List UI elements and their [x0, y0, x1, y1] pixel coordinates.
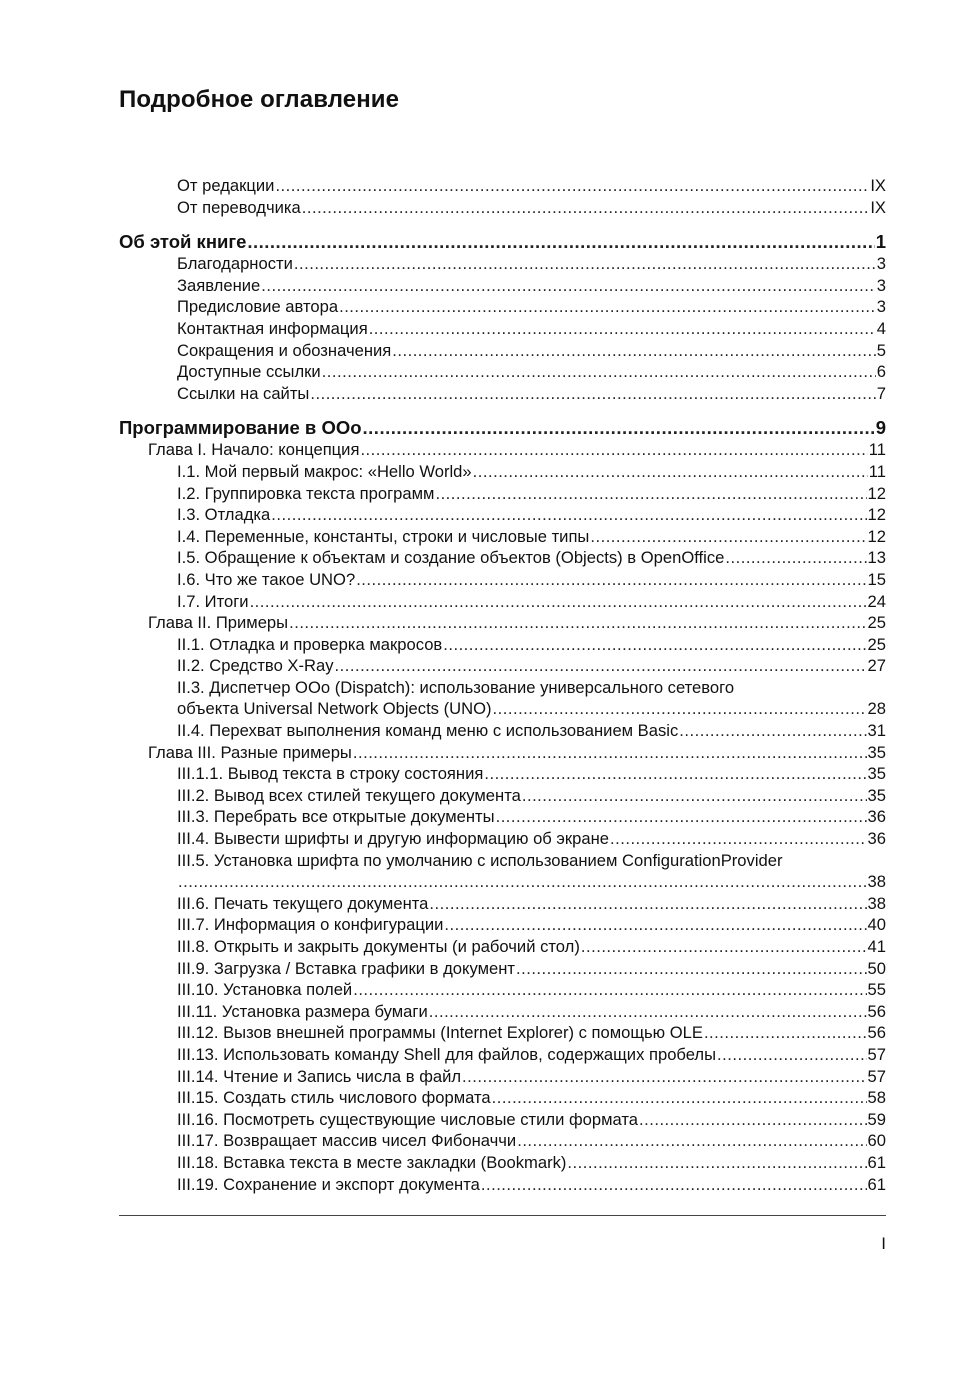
toc-page-number: 12 — [867, 526, 886, 546]
toc-page-number: 56 — [867, 1001, 886, 1021]
toc-entry-row — [177, 763, 886, 785]
toc-entry[interactable] — [119, 175, 886, 197]
toc-page-number: 9 — [875, 417, 886, 439]
toc-entry-row — [177, 871, 886, 893]
toc-entry[interactable] — [119, 1087, 886, 1109]
dot-leader — [610, 828, 867, 850]
toc-page-number: 11 — [868, 440, 886, 460]
toc-entry[interactable] — [119, 914, 886, 936]
toc-entry-title: От редакции — [177, 176, 275, 195]
toc-page-number: 1 — [875, 231, 886, 253]
toc-entry[interactable] — [119, 1044, 886, 1066]
toc-entry-title: III.19. Сохранение и экспорт документа — [177, 1174, 480, 1194]
toc-entry[interactable] — [119, 850, 886, 893]
toc-entry-title: Программирование в OOo — [119, 417, 362, 439]
toc-entry-title: III.12. Вызов внешней программы (Internet Explorer) с помощью OLE — [177, 1023, 703, 1043]
toc-entry-row — [177, 318, 886, 340]
toc-entry-title: III.10. Установка полей — [177, 980, 353, 1000]
page-number: I — [881, 1234, 886, 1253]
toc-chapter[interactable] — [119, 439, 886, 461]
toc-page-number: 36 — [867, 807, 886, 827]
toc-entry-title: III.16. Посмотреть существующие числовые стили формата — [177, 1109, 638, 1129]
toc-entry-row — [177, 1001, 886, 1023]
toc-entry-row — [177, 1130, 886, 1152]
toc-entry[interactable] — [119, 936, 886, 958]
toc-entry[interactable] — [119, 720, 886, 742]
toc-entry[interactable] — [119, 655, 886, 677]
toc-page-number: 3 — [876, 254, 886, 274]
dot-leader — [339, 296, 876, 318]
toc-entry-title: II.2. Средство X-Ray — [177, 656, 334, 676]
toc-page-number: 58 — [867, 1088, 886, 1108]
toc-entry-row — [177, 1087, 886, 1109]
toc-entry[interactable] — [119, 318, 886, 340]
toc-page-number: 36 — [867, 829, 886, 849]
toc-entry-title: Заявление — [177, 275, 261, 295]
toc-entry[interactable] — [119, 461, 886, 483]
dot-leader — [639, 1109, 867, 1131]
dot-leader — [275, 175, 869, 197]
toc-entry-title: III.7. Информация о конфигурации — [177, 915, 444, 935]
toc-page-number: 60 — [867, 1131, 886, 1151]
toc-entry-row — [177, 806, 886, 828]
toc-entry-title: I.6. Что же такое UNO? — [177, 569, 356, 589]
table-of-contents — [119, 175, 886, 1195]
toc-page-number: 61 — [867, 1174, 886, 1194]
toc-page-number: 24 — [867, 591, 886, 611]
dot-leader — [429, 1001, 867, 1023]
toc-entry[interactable] — [119, 383, 886, 405]
toc-page-number: 57 — [867, 1044, 886, 1064]
toc-entry-row — [177, 1022, 886, 1044]
toc-entry-title: III.15. Создать стиль числового формата — [177, 1088, 491, 1108]
toc-entry-title: Доступные ссылки — [177, 362, 321, 382]
toc-entry-title: I.5. Обращение к объектам и создание объектов (Objects) в OpenOffice — [177, 548, 725, 568]
dot-leader — [363, 416, 875, 439]
dot-leader — [356, 569, 866, 591]
toc-entry-title: III.11. Установка размера бумаги — [177, 1001, 428, 1021]
toc-entry-title: II.1. Отладка и проверка макросов — [177, 634, 443, 654]
toc-entry-row — [177, 1066, 886, 1088]
dot-leader — [250, 591, 867, 613]
toc-entry-row — [177, 526, 886, 548]
toc-part[interactable] — [119, 416, 886, 439]
toc-entry[interactable] — [119, 361, 886, 383]
dot-leader — [473, 461, 868, 483]
toc-entry-title: Сокращения и обозначения — [177, 340, 392, 360]
toc-entry-row — [119, 230, 886, 253]
toc-page-number: 57 — [867, 1066, 886, 1086]
toc-entry-row — [177, 547, 886, 569]
toc-entry-title: Благодарности — [177, 254, 293, 274]
dot-leader — [704, 1022, 867, 1044]
toc-entry-row — [177, 1152, 886, 1174]
toc-entry-title: От переводчика — [177, 197, 301, 217]
dot-leader — [492, 1087, 867, 1109]
toc-entry-title: Ссылки на сайты — [177, 383, 310, 403]
toc-entry-row — [177, 936, 886, 958]
toc-entry-title: Глава III. Разные примеры — [148, 742, 352, 762]
toc-entry-row — [177, 275, 886, 297]
toc-entry-title: III.13. Использовать команду Shell для файлов, содержащих пробелы — [177, 1044, 717, 1064]
dot-leader — [178, 871, 867, 893]
toc-page-number: 28 — [867, 699, 886, 719]
toc-page-number: 11 — [868, 461, 886, 481]
toc-entry-row — [177, 1174, 886, 1196]
dot-leader — [322, 361, 876, 383]
toc-entry[interactable] — [119, 253, 886, 275]
toc-page-number: 41 — [867, 937, 886, 956]
toc-entry-title: II.4. Перехват выполнения команд меню с использованием Basic — [177, 721, 679, 741]
toc-page-number: 3 — [876, 297, 886, 317]
toc-page-number: 50 — [867, 958, 886, 978]
toc-entry-row — [177, 296, 886, 318]
toc-entry-row — [177, 720, 886, 742]
toc-page-number: IX — [870, 197, 886, 217]
toc-entry-row — [177, 483, 886, 505]
toc-entry-row — [148, 612, 886, 634]
toc-entry-title: III.2. Вывод всех стилей текущего документа — [177, 785, 521, 805]
toc-page-number: 59 — [867, 1109, 886, 1129]
toc-entry[interactable] — [119, 979, 886, 1001]
toc-page-number: 56 — [867, 1023, 886, 1043]
toc-entry-title: Контактная информация — [177, 318, 368, 338]
toc-page-number: 35 — [867, 785, 886, 805]
toc-entry-title: III.17. Возвращает массив чисел Фибоначчи — [177, 1131, 517, 1151]
dot-leader — [392, 340, 876, 362]
toc-entry[interactable] — [119, 296, 886, 318]
toc-page-number: 38 — [867, 872, 886, 892]
toc-entry-title-first-line: II.3. Диспетчер OOo (Dispatch): использование универсального сетевого — [177, 677, 735, 697]
toc-entry-title: Предисловие автора — [177, 297, 339, 317]
dot-leader — [435, 483, 866, 505]
toc-entry[interactable] — [119, 1130, 886, 1152]
dot-leader — [360, 439, 867, 461]
toc-entry[interactable] — [119, 547, 886, 569]
toc-entry-row — [177, 914, 886, 936]
page-title: Подробное оглавление — [119, 86, 400, 113]
toc-entry[interactable] — [119, 958, 886, 980]
toc-entry-row — [177, 340, 886, 362]
toc-page-number: 4 — [876, 318, 886, 338]
toc-entry-title: III.14. Чтение и Запись числа в файл — [177, 1066, 462, 1086]
toc-entry-title: III.1.1. Вывод текста в строку состояния — [177, 764, 484, 784]
dot-leader — [493, 698, 867, 720]
toc-entry[interactable] — [119, 828, 886, 850]
toc-entry-title: I.2. Группировка текста программ — [177, 483, 435, 503]
toc-entry-row — [177, 175, 886, 197]
toc-entry[interactable] — [119, 483, 886, 505]
dot-leader — [517, 1130, 866, 1152]
dot-leader — [481, 1174, 867, 1196]
dot-leader — [369, 318, 876, 340]
toc-page-number: 55 — [867, 980, 886, 1000]
toc-entry-row — [177, 655, 886, 677]
toc-page-number: 25 — [867, 634, 886, 654]
toc-entry-title: Об этой книге — [119, 231, 247, 253]
toc-entry[interactable] — [119, 504, 886, 526]
toc-entry-row — [177, 785, 886, 807]
toc-page-number: 13 — [867, 548, 886, 568]
dot-leader — [353, 979, 866, 1001]
toc-entry-row — [177, 591, 886, 613]
dot-leader — [443, 634, 866, 656]
dot-leader — [484, 763, 866, 785]
toc-page-number: 12 — [867, 483, 886, 503]
toc-page-number: 35 — [867, 764, 886, 784]
toc-entry-row — [177, 569, 886, 591]
toc-entry-title: I.1. Мой первый макрос: «Hello World» — [177, 461, 472, 481]
toc-entry-title: I.4. Переменные, константы, строки и числовые типы — [177, 526, 590, 546]
dot-leader — [335, 655, 867, 677]
toc-entry-row — [177, 504, 886, 526]
dot-leader — [294, 253, 876, 275]
toc-entry[interactable] — [119, 1001, 886, 1023]
toc-page-number: 3 — [876, 275, 886, 295]
toc-entry-row — [177, 634, 886, 656]
toc-entry[interactable] — [119, 634, 886, 656]
dot-leader — [717, 1044, 867, 1066]
toc-entry[interactable] — [119, 677, 886, 720]
toc-entry-title: I.3. Отладка — [177, 505, 271, 525]
dot-leader — [261, 275, 876, 297]
toc-entry-row — [177, 461, 886, 483]
dot-leader — [725, 547, 866, 569]
dot-leader — [522, 785, 867, 807]
toc-entry-title: III.18. Вставка текста в месте закладки (Bookmark) — [177, 1152, 567, 1172]
toc-page-number: 35 — [867, 742, 886, 762]
toc-entry[interactable] — [119, 806, 886, 828]
dot-leader — [516, 958, 867, 980]
toc-entry-row — [177, 197, 886, 219]
toc-entry-row — [177, 958, 886, 980]
toc-entry-row — [177, 253, 886, 275]
toc-entry-row — [177, 893, 886, 915]
toc-entry-title: III.9. Загрузка / Вставка графики в документ — [177, 958, 515, 978]
toc-entry-row — [177, 698, 886, 720]
toc-chapter[interactable] — [119, 742, 886, 764]
toc-entry-title: Глава I. Начало: концепция — [148, 440, 360, 460]
toc-entry-title: III.3. Перебрать все открытые документы — [177, 807, 495, 827]
dot-leader — [302, 197, 870, 219]
toc-entry-title-first-line: III.5. Установка шрифта по умолчанию с использованием ConfigurationProvider — [177, 850, 783, 870]
toc-entry[interactable] — [119, 893, 886, 915]
toc-page-number: 25 — [867, 613, 886, 633]
toc-entry[interactable] — [119, 275, 886, 297]
toc-entry-row — [177, 1044, 886, 1066]
toc-entry-row — [177, 383, 886, 405]
toc-page-number: 5 — [876, 340, 886, 360]
toc-entry[interactable] — [119, 1109, 886, 1131]
footer-divider — [119, 1215, 886, 1216]
toc-entry[interactable] — [119, 340, 886, 362]
toc-entry[interactable] — [119, 197, 886, 219]
toc-entry-row — [148, 439, 886, 461]
toc-page-number: 31 — [867, 721, 886, 741]
dot-leader — [429, 893, 866, 915]
toc-entry-title: III.4. Вывести шрифты и другую информацию об экране — [177, 829, 609, 849]
dot-leader — [353, 742, 867, 764]
toc-entry[interactable] — [119, 785, 886, 807]
toc-entry-title: III.8. Открыть и закрыть документы (и рабочий стол) — [177, 937, 580, 956]
toc-entry-title: Глава II. Примеры — [148, 613, 289, 633]
toc-entry-row — [177, 1109, 886, 1131]
toc-entry-row — [177, 979, 886, 1001]
toc-entry-title: объекта Universal Network Objects (UNO) — [177, 699, 492, 719]
dot-leader — [462, 1066, 867, 1088]
dot-leader — [444, 914, 866, 936]
toc-page-number: 15 — [867, 569, 886, 589]
toc-entry-row — [148, 742, 886, 764]
toc-entry[interactable] — [119, 763, 886, 785]
dot-leader — [496, 806, 867, 828]
dot-leader — [247, 230, 874, 253]
dot-leader — [289, 612, 866, 634]
toc-page-number: 7 — [876, 383, 886, 403]
dot-leader — [271, 504, 866, 526]
toc-entry[interactable] — [119, 526, 886, 548]
toc-entry[interactable] — [119, 591, 886, 613]
toc-entry[interactable] — [119, 1152, 886, 1174]
toc-chapter[interactable] — [119, 612, 886, 634]
toc-page-number: 12 — [867, 505, 886, 525]
dot-leader — [581, 936, 867, 958]
toc-page-number: 6 — [876, 362, 886, 382]
toc-page-number: 27 — [867, 656, 886, 676]
toc-entry[interactable] — [119, 1066, 886, 1088]
toc-entry[interactable] — [119, 569, 886, 591]
toc-entry-row — [177, 828, 886, 850]
dot-leader — [590, 526, 866, 548]
toc-page-number: 61 — [867, 1152, 886, 1172]
toc-entry-row — [119, 416, 886, 439]
toc-entry-title: III.6. Печать текущего документа — [177, 893, 429, 913]
toc-page-number: IX — [870, 176, 886, 195]
dot-leader — [310, 383, 875, 405]
toc-entry[interactable] — [119, 1022, 886, 1044]
toc-page-number: 38 — [867, 893, 886, 913]
toc-page-number: 40 — [867, 915, 886, 935]
toc-entry-row — [177, 361, 886, 383]
toc-entry[interactable] — [119, 1174, 886, 1196]
dot-leader — [567, 1152, 866, 1174]
toc-part[interactable] — [119, 230, 886, 253]
toc-entry-title: I.7. Итоги — [177, 591, 249, 611]
dot-leader — [679, 720, 866, 742]
